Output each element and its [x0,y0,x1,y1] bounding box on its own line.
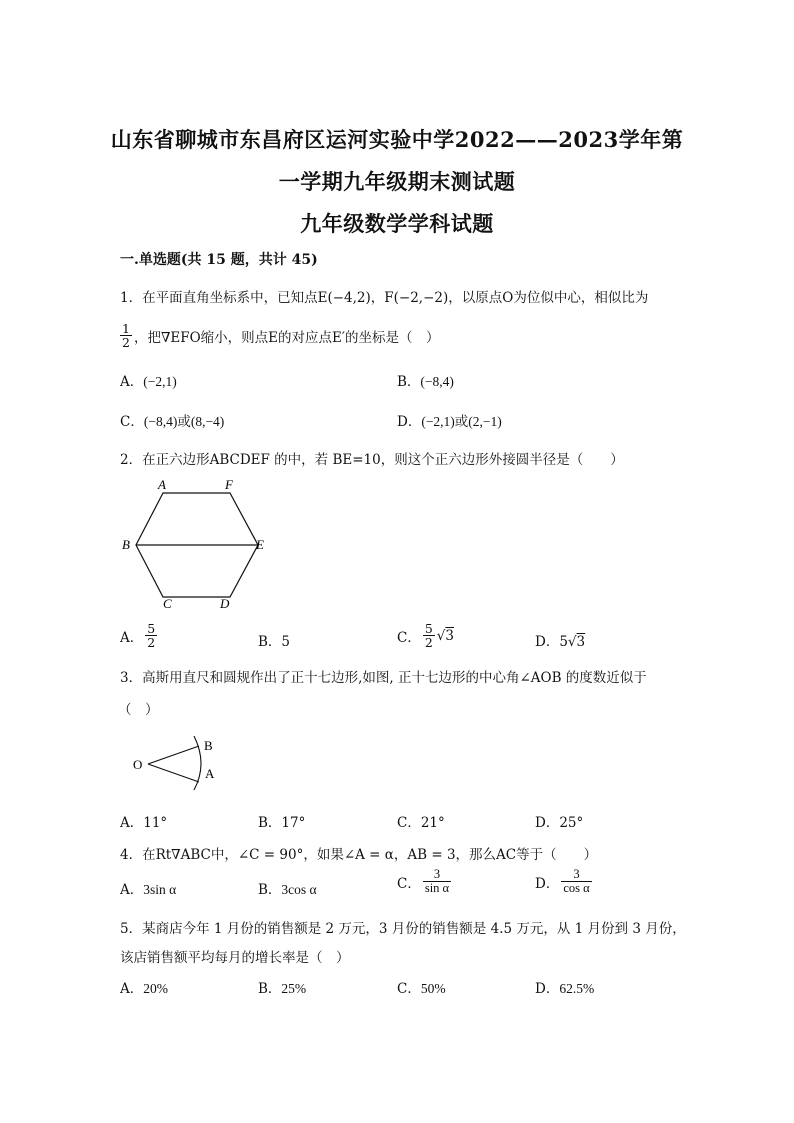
exam-title-line1: 山东省聊城市东昌府区运河实验中学2022——2023学年第 [110,127,684,152]
q1-option-a[interactable] [120,370,177,390]
q1-option-d[interactable] [397,410,502,430]
q1-option-b[interactable] [397,370,454,390]
q3-stem-line1: 3．高斯用直尺和圆规作出了正十七边形,如图, 正十七边形的中心角∠AOB 的度数近似于 [120,670,647,686]
exam-subject-title: 九年级数学学科试题 [300,211,494,236]
vertex-label-b: B [122,537,130,552]
sqrt-symbol: √ [436,627,446,644]
option-label: C． [120,414,144,430]
q3-option-a[interactable] [120,811,167,831]
option-label: A． [120,374,144,390]
option-text: 50% [420,981,446,996]
option-text: (−2,1)或(2,−1) [421,414,502,429]
fraction-denominator: sin α [424,881,450,896]
q1-option-c[interactable] [120,410,224,430]
fraction-numerator: 1 [122,321,130,336]
option-label: D． [535,875,560,892]
q4-option-c[interactable] [397,868,453,895]
option-label: A． [120,815,144,831]
q1-stem-line1: 1．在平面直角坐标系中，已知点E(−4,2)，F(−2,−2)，以原点O为位似中心，相似比为 [120,290,649,306]
option-fraction [423,622,435,649]
q2-option-c[interactable] [397,622,454,649]
option-text: 20% [143,981,168,996]
fraction-denominator: 2 [122,335,130,351]
sqrt-symbol: √ [567,634,577,650]
q2-stem: 2．在正六边形ABCDEF 的中，若 BE=10，则这个正六边形外接圆半径是（ ） [120,452,624,468]
option-text: (−8,4)或(8,−4) [143,414,225,429]
vertex-label-e: E [256,537,264,552]
q4-option-b[interactable] [258,878,317,898]
option-text: 62.5% [559,981,595,996]
ray-oa [148,764,199,782]
q5-stem-line1: 5．某商店今年 1 月份的销售额是 2 万元，3 月份的销售额是 4.5 万元，从 1 月份到 3 月份， [120,921,686,937]
option-label: D． [535,981,560,997]
q3-option-b[interactable] [258,811,305,831]
arc-ab [194,736,201,790]
option-label: D． [397,414,422,430]
vertex-label-a: A [158,477,166,492]
option-label: B． [258,634,282,650]
q3-option-c[interactable] [397,811,445,831]
option-label: A． [120,629,144,646]
option-label: A． [120,981,144,997]
option-text: (−8,4) [420,374,454,389]
option-text: 11° [143,815,168,831]
q2-option-b[interactable] [258,630,290,650]
option-label: C． [397,981,421,997]
option-text: 3cos α [281,882,317,897]
option-text: 5 [281,634,291,650]
q1-ratio-fraction [120,322,132,349]
fraction-numerator: 5 [424,621,433,636]
q4-option-d[interactable] [535,868,594,895]
option-label: B． [397,374,421,390]
option-label: B． [258,981,282,997]
exam-title-line2: 一学期九年级期末测试题 [278,169,516,194]
radicand: 3 [445,627,454,644]
point-label-o: O [133,757,143,772]
vertex-label-f: F [225,477,233,492]
q3-stem-line2: （ ） [118,702,159,718]
q2-hexagon-figure [118,474,278,614]
q4-stem: 4．在Rt∇ABC中，∠C = 90°，如果∠A = α，AB = 3，那么AC等于（ ） [120,847,598,863]
q4-option-a[interactable] [120,878,176,898]
fraction-numerator: 3 [433,867,441,881]
q1-stem-line2 [118,322,439,349]
option-text: (−2,1) [143,374,177,389]
q3-option-d[interactable] [535,811,583,831]
vertex-label-c: C [163,596,172,611]
q3-angle-figure [128,733,228,791]
section-heading: 一.单选题(共 15 题，共计 45) [120,252,318,268]
fraction-denominator: 2 [424,635,433,651]
option-text: 17° [281,815,306,831]
option-fraction [145,622,157,649]
option-label: C． [397,629,421,646]
option-label: D． [535,634,560,650]
q1-stem-line2-text: ，把∇EFO缩小，则点E的对应点E′的坐标是（ ） [133,329,440,346]
q5-option-c[interactable] [397,977,446,997]
q5-stem-line2: 该店销售额平均每月的增长率是（ ） [120,950,350,966]
option-label: B． [258,815,282,831]
option-label: C． [397,815,421,831]
q5-option-a[interactable] [120,977,168,997]
q2-option-a[interactable] [120,622,159,649]
fraction-denominator: cos α [563,881,590,896]
option-label: A． [120,882,144,898]
coefficient: 5 [559,634,568,650]
q5-option-d[interactable] [535,977,594,997]
fraction-numerator: 5 [147,621,156,636]
option-fraction [423,868,451,895]
point-label-a: A [205,766,215,781]
option-text: 25° [559,815,584,831]
q5-option-b[interactable] [258,977,306,997]
option-fraction [561,868,591,895]
fraction-numerator: 3 [573,867,580,881]
fraction-denominator: 2 [147,635,156,651]
option-label: C． [397,875,421,892]
option-label: B． [258,882,282,898]
option-text: 25% [281,981,307,996]
point-label-b: B [204,738,213,753]
option-text: 3sin α [143,882,177,897]
option-label: D． [535,815,560,831]
q2-option-d[interactable] [535,630,585,650]
option-text: 21° [420,815,445,831]
ray-ob [148,746,199,764]
vertex-label-d: D [220,596,230,611]
radicand: 3 [576,634,586,650]
